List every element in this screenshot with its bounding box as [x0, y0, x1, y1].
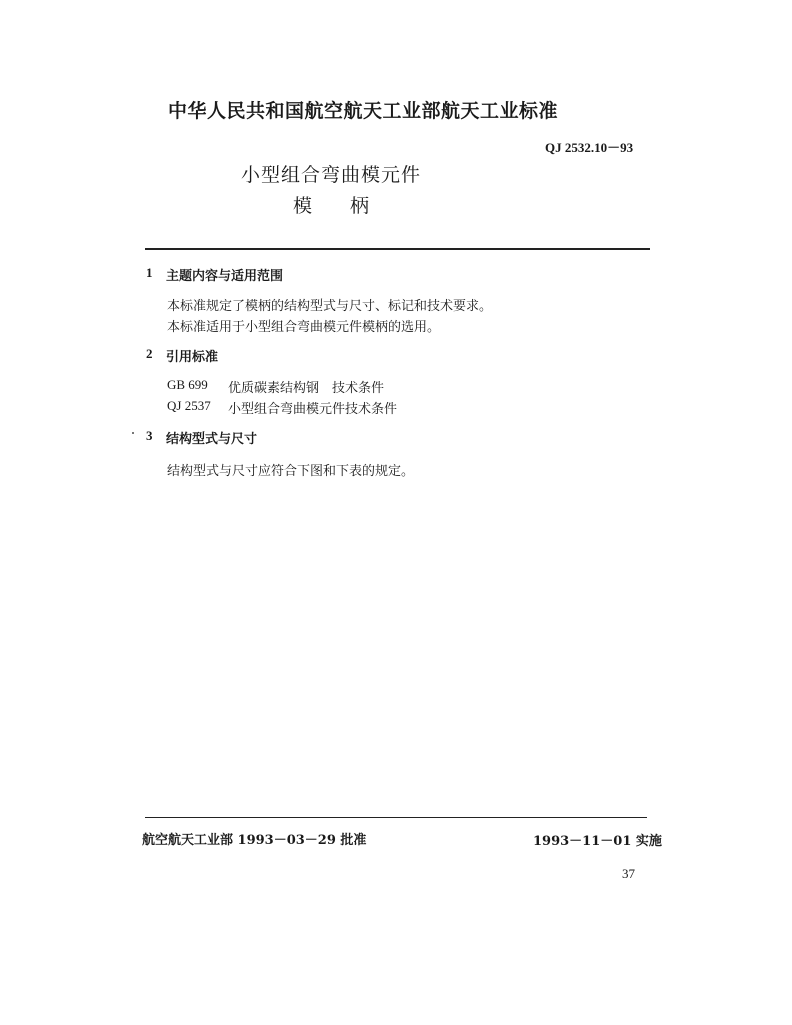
section-2-number: 2: [146, 346, 153, 361]
reference-1-code: GB 699: [167, 377, 208, 392]
section-1-title: 主题内容与适用范围: [166, 269, 284, 284]
issuing-organization: 中华人民共和国航空航天工业部航天工业标准: [168, 100, 559, 122]
section-1-paragraph-2: 本标准适用于小型组合弯曲模元件模柄的选用。: [167, 320, 441, 335]
scan-speck: [132, 432, 134, 434]
reference-2-name: 小型组合弯曲模元件技术条件: [228, 402, 398, 417]
header-divider: [145, 248, 650, 250]
section-3-paragraph-1: 结构型式与尺寸应符合下图和下表的规定。: [167, 464, 415, 479]
page-number: 37: [622, 866, 635, 881]
implementation-date: 1993－11－01 实施: [533, 834, 662, 849]
section-1-paragraph-1: 本标准规定了模柄的结构型式与尺寸、标记和技术要求。: [167, 299, 493, 314]
reference-2-code: QJ 2537: [167, 398, 211, 413]
approval-date: 航空航天工业部 1993－03－29 批准: [142, 833, 367, 848]
section-3-title: 结构型式与尺寸: [166, 432, 258, 447]
document-subtitle: 模 柄: [293, 195, 370, 217]
document-title: 小型组合弯曲模元件: [241, 164, 422, 186]
footer-divider: [145, 817, 647, 818]
standard-code: QJ 2532.10－93: [545, 140, 634, 155]
reference-1-name: 优质碳素结构钢 技术条件: [228, 381, 385, 396]
section-2-title: 引用标准: [166, 350, 219, 365]
section-1-number: 1: [146, 265, 153, 280]
section-3-number: 3: [146, 428, 153, 443]
